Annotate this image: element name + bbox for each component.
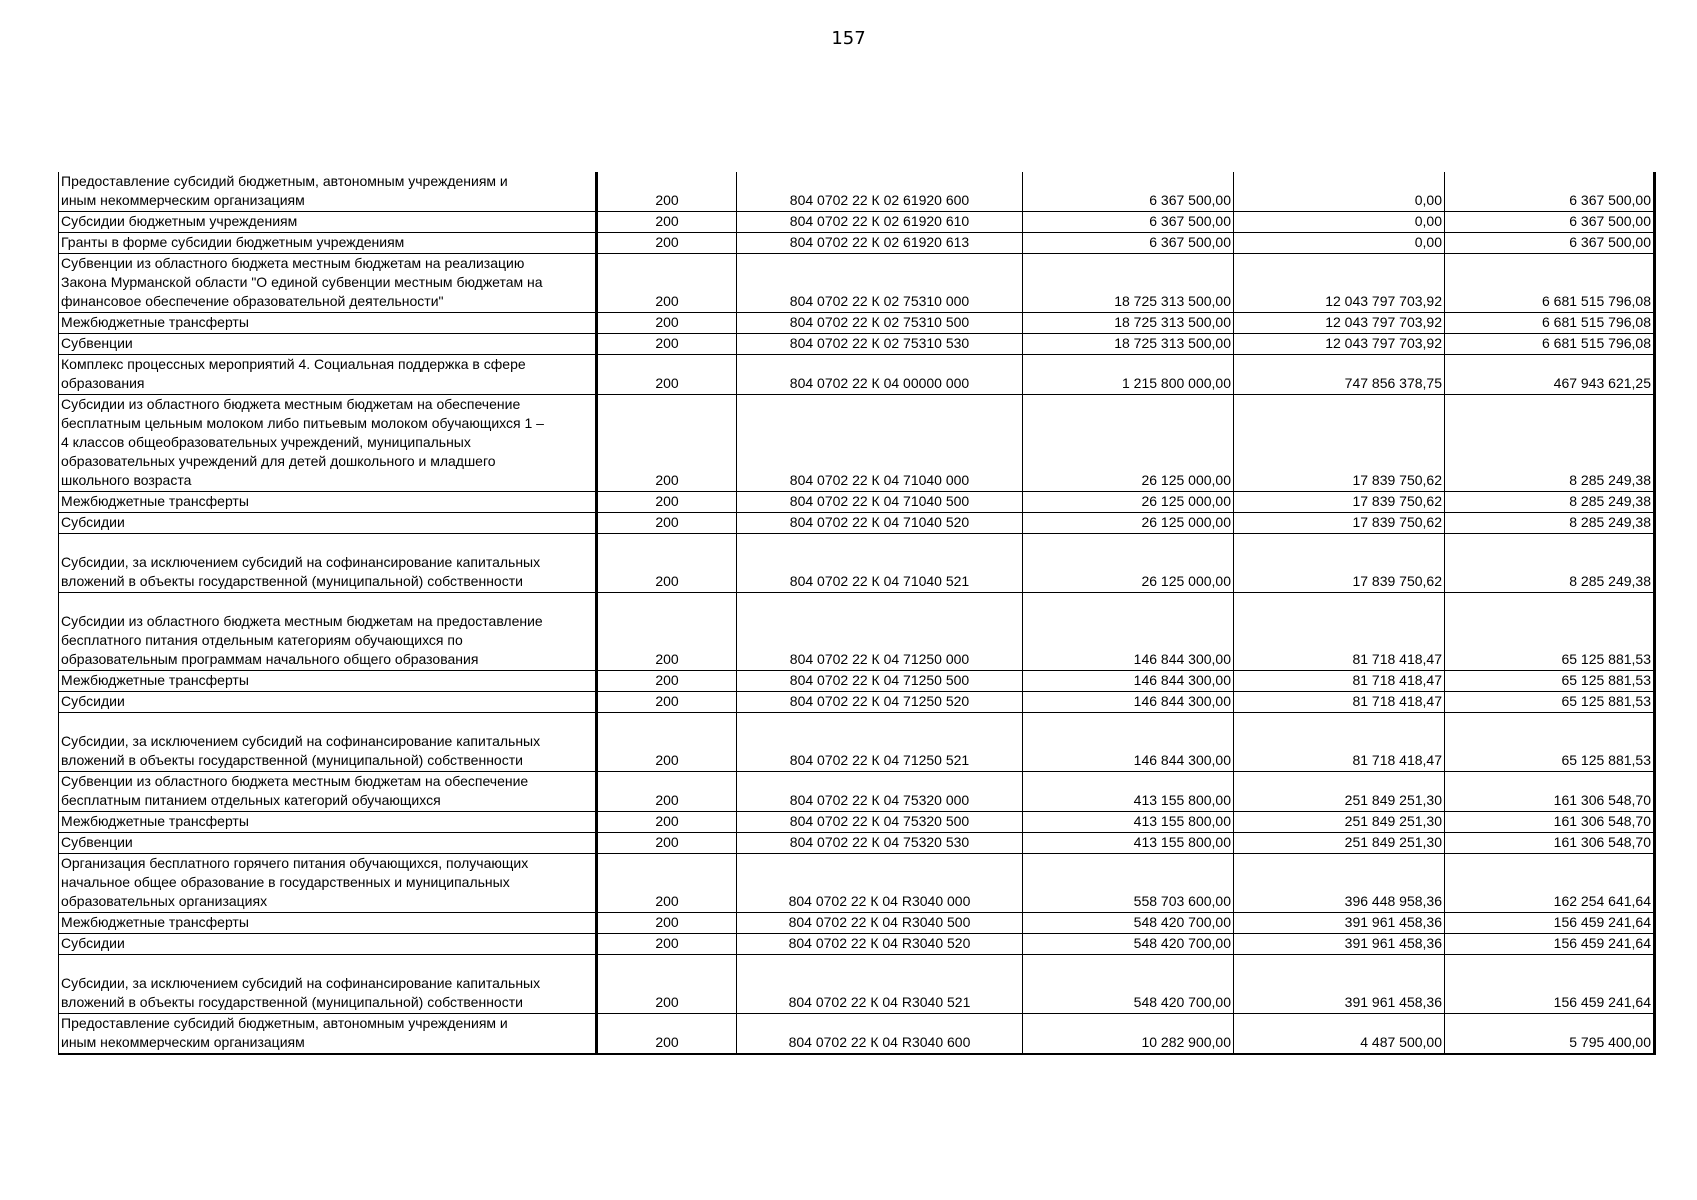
remainder-amount-cell: 6 367 500,00 [1445, 233, 1655, 254]
admin-code-cell: 200 [597, 172, 737, 212]
plan-amount-cell: 413 155 800,00 [1023, 812, 1234, 833]
table-row [59, 492, 1655, 513]
admin-code-cell: 200 [597, 534, 737, 593]
executed-amount-cell: 391 961 458,36 [1234, 955, 1445, 1014]
remainder-amount-cell: 161 306 548,70 [1445, 833, 1655, 854]
remainder-amount-cell: 8 285 249,38 [1445, 395, 1655, 492]
expense-name-cell: Предоставление субсидий бюджетным, автономным учреждениям и иным некоммерческим организациям [59, 172, 597, 212]
executed-amount-cell: 0,00 [1234, 212, 1445, 233]
budget-execution-table [58, 172, 1656, 1055]
expense-name-cell: Субвенции из областного бюджета местным бюджетам на реализацию Закона Мурманской области "О единой субвенции местным бюджетам на финансовое обеспечение образовательной деятельности" [59, 254, 597, 313]
table-row [59, 212, 1655, 233]
expense-name-cell: Субсидии бюджетным учреждениям [59, 212, 597, 233]
classification-code-cell: 804 0702 22 К 04 71250 521 [737, 713, 1023, 772]
admin-code-cell: 200 [597, 671, 737, 692]
remainder-amount-cell: 156 459 241,64 [1445, 955, 1655, 1014]
admin-code-cell: 200 [597, 355, 737, 395]
expense-name-cell: Предоставление субсидий бюджетным, автономным учреждениям и иным некоммерческим организациям [59, 1014, 597, 1055]
plan-amount-cell: 146 844 300,00 [1023, 671, 1234, 692]
executed-amount-cell: 4 487 500,00 [1234, 1014, 1445, 1055]
remainder-amount-cell: 156 459 241,64 [1445, 934, 1655, 955]
expense-name-cell: Субсидии из областного бюджета местным бюджетам на обеспечение бесплатным цельным молоком либо питьевым молоком обучающихся 1 – 4 классов общеобразовательных учреждений, муниципальных образовательных учреждений для детей дошкольного и младшего школьного возраста [59, 395, 597, 492]
expense-name-cell: Субсидии [59, 513, 597, 534]
classification-code-cell: 804 0702 22 К 04 71250 000 [737, 593, 1023, 671]
table-row [59, 355, 1655, 395]
table-row [59, 1014, 1655, 1055]
expense-name-cell: Субсидии [59, 692, 597, 713]
admin-code-cell: 200 [597, 395, 737, 492]
expense-name-cell: Субсидии, за исключением субсидий на софинансирование капитальных вложений в объекты государственной (муниципальной) собственности [59, 713, 597, 772]
executed-amount-cell: 12 043 797 703,92 [1234, 313, 1445, 334]
table-row [59, 172, 1655, 212]
plan-amount-cell: 26 125 000,00 [1023, 492, 1234, 513]
executed-amount-cell: 0,00 [1234, 172, 1445, 212]
table-row [59, 713, 1655, 772]
plan-amount-cell: 146 844 300,00 [1023, 692, 1234, 713]
admin-code-cell: 200 [597, 854, 737, 913]
expense-name-cell: Межбюджетные трансферты [59, 913, 597, 934]
executed-amount-cell: 17 839 750,62 [1234, 534, 1445, 593]
executed-amount-cell: 17 839 750,62 [1234, 492, 1445, 513]
remainder-amount-cell: 6 681 515 796,08 [1445, 334, 1655, 355]
table-row [59, 513, 1655, 534]
expense-name-cell: Субсидии, за исключением субсидий на софинансирование капитальных вложений в объекты государственной (муниципальной) собственности [59, 955, 597, 1014]
classification-code-cell: 804 0702 22 К 02 75310 530 [737, 334, 1023, 355]
classification-code-cell: 804 0702 22 К 04 71040 521 [737, 534, 1023, 593]
admin-code-cell: 200 [597, 833, 737, 854]
executed-amount-cell: 391 961 458,36 [1234, 934, 1445, 955]
admin-code-cell: 200 [597, 513, 737, 534]
admin-code-cell: 200 [597, 1014, 737, 1055]
table-row [59, 313, 1655, 334]
executed-amount-cell: 81 718 418,47 [1234, 713, 1445, 772]
remainder-amount-cell: 65 125 881,53 [1445, 692, 1655, 713]
classification-code-cell: 804 0702 22 К 04 71040 500 [737, 492, 1023, 513]
admin-code-cell: 200 [597, 593, 737, 671]
expense-name-cell: Субвенции [59, 334, 597, 355]
table-row [59, 692, 1655, 713]
table-row [59, 913, 1655, 934]
admin-code-cell: 200 [597, 713, 737, 772]
admin-code-cell: 200 [597, 254, 737, 313]
remainder-amount-cell: 5 795 400,00 [1445, 1014, 1655, 1055]
admin-code-cell: 200 [597, 492, 737, 513]
table-row [59, 233, 1655, 254]
executed-amount-cell: 81 718 418,47 [1234, 671, 1445, 692]
executed-amount-cell: 12 043 797 703,92 [1234, 254, 1445, 313]
classification-code-cell: 804 0702 22 К 04 71040 520 [737, 513, 1023, 534]
remainder-amount-cell: 8 285 249,38 [1445, 534, 1655, 593]
remainder-amount-cell: 162 254 641,64 [1445, 854, 1655, 913]
classification-code-cell: 804 0702 22 К 04 75320 530 [737, 833, 1023, 854]
admin-code-cell: 200 [597, 313, 737, 334]
remainder-amount-cell: 6 367 500,00 [1445, 212, 1655, 233]
plan-amount-cell: 548 420 700,00 [1023, 934, 1234, 955]
table-row [59, 334, 1655, 355]
page-number: 157 [831, 28, 866, 49]
table-row [59, 593, 1655, 671]
classification-code-cell: 804 0702 22 К 02 75310 000 [737, 254, 1023, 313]
expense-name-cell: Межбюджетные трансферты [59, 812, 597, 833]
executed-amount-cell: 251 849 251,30 [1234, 772, 1445, 812]
classification-code-cell: 804 0702 22 К 04 R3040 000 [737, 854, 1023, 913]
expense-name-cell: Межбюджетные трансферты [59, 492, 597, 513]
plan-amount-cell: 146 844 300,00 [1023, 593, 1234, 671]
classification-code-cell: 804 0702 22 К 04 R3040 520 [737, 934, 1023, 955]
remainder-amount-cell: 8 285 249,38 [1445, 513, 1655, 534]
plan-amount-cell: 146 844 300,00 [1023, 713, 1234, 772]
table-row [59, 395, 1655, 492]
expense-name-cell: Субсидии, за исключением субсидий на софинансирование капитальных вложений в объекты государственной (муниципальной) собственности [59, 534, 597, 593]
classification-code-cell: 804 0702 22 К 04 R3040 600 [737, 1014, 1023, 1055]
plan-amount-cell: 413 155 800,00 [1023, 833, 1234, 854]
admin-code-cell: 200 [597, 772, 737, 812]
plan-amount-cell: 26 125 000,00 [1023, 395, 1234, 492]
admin-code-cell: 200 [597, 913, 737, 934]
admin-code-cell: 200 [597, 812, 737, 833]
plan-amount-cell: 548 420 700,00 [1023, 913, 1234, 934]
remainder-amount-cell: 161 306 548,70 [1445, 772, 1655, 812]
classification-code-cell: 804 0702 22 К 02 75310 500 [737, 313, 1023, 334]
plan-amount-cell: 6 367 500,00 [1023, 172, 1234, 212]
plan-amount-cell: 6 367 500,00 [1023, 233, 1234, 254]
table-row [59, 955, 1655, 1014]
expense-name-cell: Комплекс процессных мероприятий 4. Социальная поддержка в сфере образования [59, 355, 597, 395]
expense-name-cell: Организация бесплатного горячего питания обучающихся, получающих начальное общее образование в государственных и муниципальных образовательных организациях [59, 854, 597, 913]
remainder-amount-cell: 467 943 621,25 [1445, 355, 1655, 395]
remainder-amount-cell: 65 125 881,53 [1445, 671, 1655, 692]
admin-code-cell: 200 [597, 212, 737, 233]
executed-amount-cell: 17 839 750,62 [1234, 395, 1445, 492]
classification-code-cell: 804 0702 22 К 04 71250 520 [737, 692, 1023, 713]
plan-amount-cell: 26 125 000,00 [1023, 534, 1234, 593]
classification-code-cell: 804 0702 22 К 02 61920 600 [737, 172, 1023, 212]
remainder-amount-cell: 65 125 881,53 [1445, 713, 1655, 772]
table-row [59, 934, 1655, 955]
classification-code-cell: 804 0702 22 К 04 71040 000 [737, 395, 1023, 492]
plan-amount-cell: 26 125 000,00 [1023, 513, 1234, 534]
executed-amount-cell: 396 448 958,36 [1234, 854, 1445, 913]
executed-amount-cell: 251 849 251,30 [1234, 812, 1445, 833]
expense-name-cell: Межбюджетные трансферты [59, 671, 597, 692]
executed-amount-cell: 0,00 [1234, 233, 1445, 254]
executed-amount-cell: 747 856 378,75 [1234, 355, 1445, 395]
expense-name-cell: Гранты в форме субсидии бюджетным учреждениям [59, 233, 597, 254]
classification-code-cell: 804 0702 22 К 04 00000 000 [737, 355, 1023, 395]
plan-amount-cell: 18 725 313 500,00 [1023, 313, 1234, 334]
table-row [59, 812, 1655, 833]
table-row [59, 254, 1655, 313]
plan-amount-cell: 18 725 313 500,00 [1023, 334, 1234, 355]
table-row [59, 833, 1655, 854]
executed-amount-cell: 81 718 418,47 [1234, 692, 1445, 713]
admin-code-cell: 200 [597, 934, 737, 955]
classification-code-cell: 804 0702 22 К 02 61920 610 [737, 212, 1023, 233]
admin-code-cell: 200 [597, 955, 737, 1014]
admin-code-cell: 200 [597, 233, 737, 254]
admin-code-cell: 200 [597, 692, 737, 713]
table-row [59, 534, 1655, 593]
classification-code-cell: 804 0702 22 К 02 61920 613 [737, 233, 1023, 254]
plan-amount-cell: 6 367 500,00 [1023, 212, 1234, 233]
plan-amount-cell: 558 703 600,00 [1023, 854, 1234, 913]
expense-name-cell: Субвенции [59, 833, 597, 854]
table-row [59, 671, 1655, 692]
plan-amount-cell: 548 420 700,00 [1023, 955, 1234, 1014]
plan-amount-cell: 1 215 800 000,00 [1023, 355, 1234, 395]
expense-name-cell: Субсидии из областного бюджета местным бюджетам на предоставление бесплатного питания отдельным категориям обучающихся по образовательным программам начального общего образования [59, 593, 597, 671]
plan-amount-cell: 10 282 900,00 [1023, 1014, 1234, 1055]
executed-amount-cell: 391 961 458,36 [1234, 913, 1445, 934]
expense-name-cell: Субвенции из областного бюджета местным бюджетам на обеспечение бесплатным питанием отдельных категорий обучающихся [59, 772, 597, 812]
plan-amount-cell: 18 725 313 500,00 [1023, 254, 1234, 313]
executed-amount-cell: 12 043 797 703,92 [1234, 334, 1445, 355]
classification-code-cell: 804 0702 22 К 04 75320 000 [737, 772, 1023, 812]
table-row [59, 772, 1655, 812]
remainder-amount-cell: 6 367 500,00 [1445, 172, 1655, 212]
expense-name-cell: Субсидии [59, 934, 597, 955]
executed-amount-cell: 17 839 750,62 [1234, 513, 1445, 534]
remainder-amount-cell: 65 125 881,53 [1445, 593, 1655, 671]
classification-code-cell: 804 0702 22 К 04 71250 500 [737, 671, 1023, 692]
executed-amount-cell: 81 718 418,47 [1234, 593, 1445, 671]
table-row [59, 854, 1655, 913]
classification-code-cell: 804 0702 22 К 04 R3040 521 [737, 955, 1023, 1014]
plan-amount-cell: 413 155 800,00 [1023, 772, 1234, 812]
remainder-amount-cell: 161 306 548,70 [1445, 812, 1655, 833]
executed-amount-cell: 251 849 251,30 [1234, 833, 1445, 854]
classification-code-cell: 804 0702 22 К 04 R3040 500 [737, 913, 1023, 934]
remainder-amount-cell: 156 459 241,64 [1445, 913, 1655, 934]
remainder-amount-cell: 8 285 249,38 [1445, 492, 1655, 513]
remainder-amount-cell: 6 681 515 796,08 [1445, 313, 1655, 334]
remainder-amount-cell: 6 681 515 796,08 [1445, 254, 1655, 313]
classification-code-cell: 804 0702 22 К 04 75320 500 [737, 812, 1023, 833]
admin-code-cell: 200 [597, 334, 737, 355]
expense-name-cell: Межбюджетные трансферты [59, 313, 597, 334]
